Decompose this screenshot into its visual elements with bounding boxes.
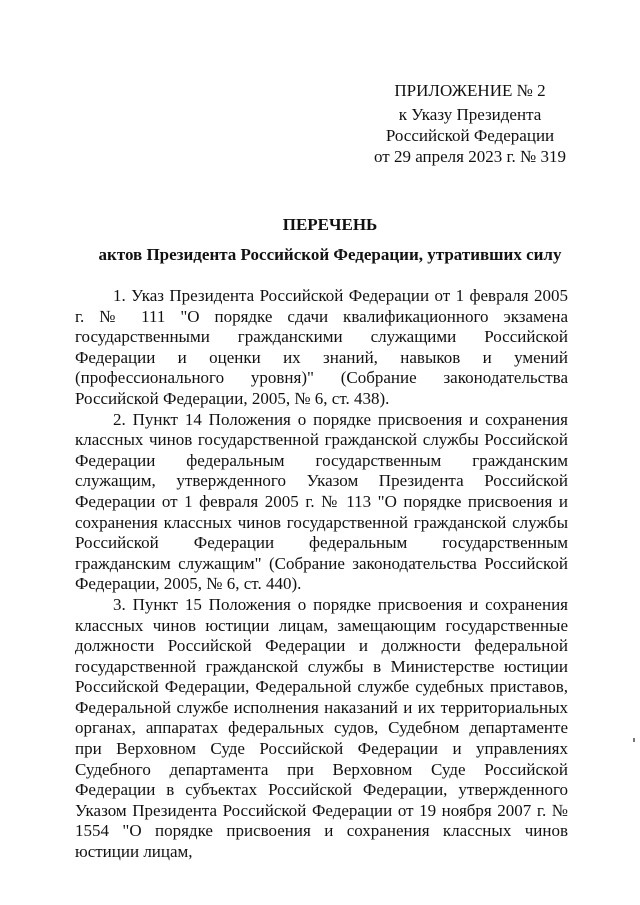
title-block [0,214,640,265]
document-subtitle: актов Президента Российской Федерации, утративших силу [98,245,562,264]
list-item: 1. Указ Президента Российской Федерации от 1 февраля 2005 г. № 111 "О порядке сдачи квалификационного экзамена государственными гражданскими служащими Российской Федерации и оценки их знаний, навыков и умений (профессионального уровня)" (Собрание законодательства Российской Федерации, 2005, № 6, ст. 438). [75,286,568,408]
document-title: ПЕРЕЧЕНЬ [282,215,378,234]
annex-line-date: от 29 апреля 2023 г. № 319 [374,147,566,166]
annex-line-federation: Российской Федерации [385,126,555,145]
list-item: 2. Пункт 14 Положения о порядке присвоения и сохранения классных чинов государственной гражданской службы Российской Федерации федеральным государственным гражданским служащим, утвержденного Указом Президента Российской Федерации от 1 февраля 2005 г. № 113 "О порядке присвоения и сохранения классных чинов государственной гражданской службы Российской Федерации федеральным государственным гражданским служащим" (Собрание законодательства Российской Федерации, 2005, № 6, ст. 440). [75,409,568,594]
annex-number: ПРИЛОЖЕНИЕ № 2 [394,81,546,100]
margin-mark [633,738,635,742]
annex-header [360,80,580,167]
list-item: 3. Пункт 15 Положения о порядке присвоения и сохранения классных чинов юстиции лицам, замещающим государственные должности Российской Федерации и должности федеральной государственной гражданской службы в Министерстве юстиции Российской Федерации, Федеральной службе судебных приставов, Федеральной службе исполнения наказаний и их территориальных органах, аппаратах федеральных судов, Судебном департаменте при Верховном Суде Российской Федерации и управлениях Судебного департамента при Верховном Суде Российской Федерации в субъектах Российской Федерации, утвержденного Указом Президента Российской Федерации от 19 ноября 2007 г. № 1554 "О порядке присвоения и сохранения классных чинов юстиции лицам, [75,594,568,862]
annex-line-decree: к Указу Президента [398,105,542,124]
document-body [75,286,568,863]
